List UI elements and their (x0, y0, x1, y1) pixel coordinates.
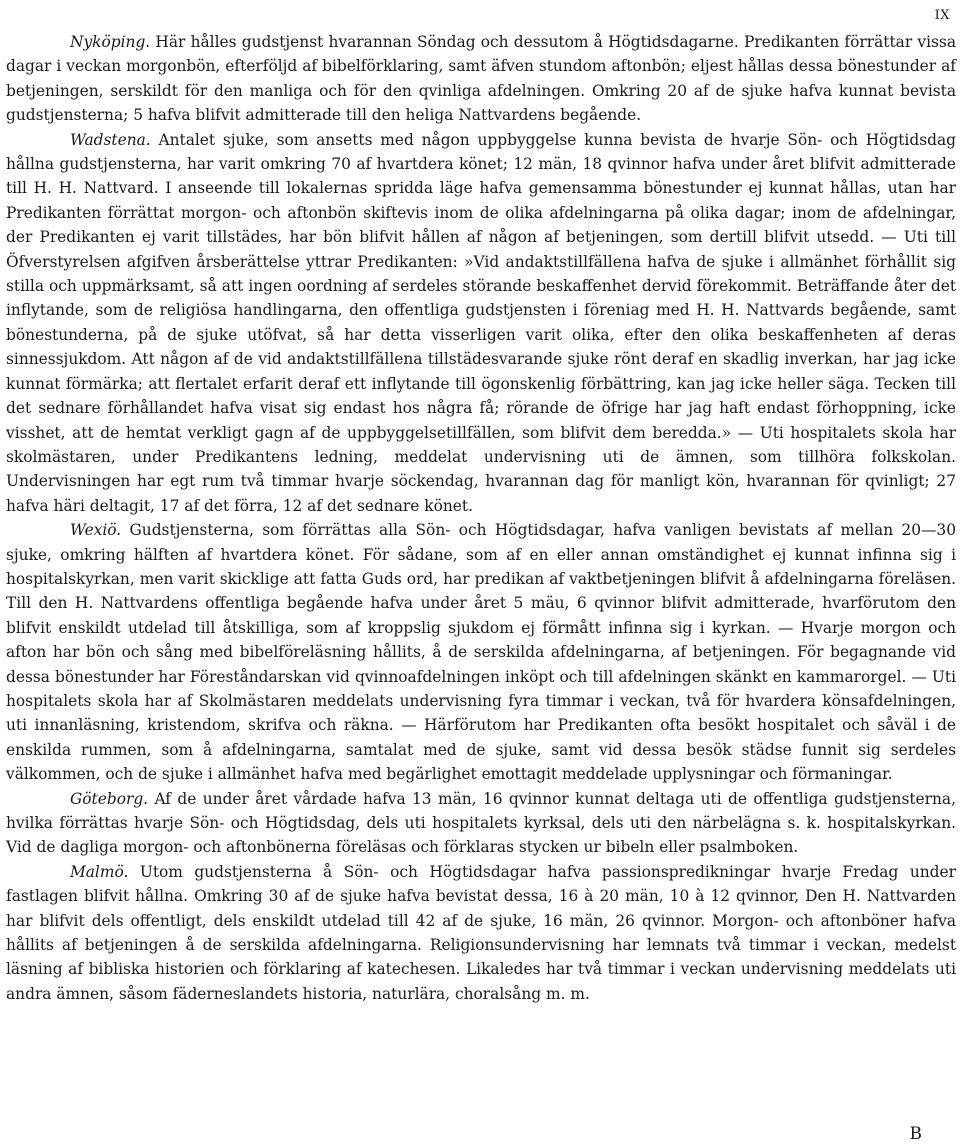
place-name: Malmö. (70, 862, 129, 881)
paragraph-goteborg (6, 787, 956, 860)
paragraph-text: Af de under året vårdade hafva 13 män, 16 qvinnor kunnat deltaga uti de offentliga gudstjensterna, hvilka förrättas hvarje Sön- och Högtidsdag, dels uti hospitalets kyrksal, dels uti den närbelägna s. k. hospitalskyrkan. Vid de dagliga morgon- och aftonbönerna föreläsas och förklaras stycken ur bibeln eller psalmboken. (6, 789, 956, 857)
page-number: IX (934, 8, 950, 23)
place-name: Wexiö. (70, 521, 122, 540)
signature-mark: B (909, 1124, 922, 1144)
paragraph-malmo (6, 860, 956, 1006)
paragraph-wexio (6, 518, 956, 786)
paragraph-text: Gudstjensterna, som förrättas alla Sön- och Högtidsdagar, hafva vanligen bevistats af mellan 20—30 sjuke, omkring hälften af hvartdera könet. För sådane, som af en eller annan omständighet ej kunnat infinna sig i hospitalskyrkan, men varit skicklige att fatta Guds ord, har predikan af vaktbetjeningen blifvit å afdelningarna föreläsen. Till den H. Nattvardens offentliga begående hafva under året 5 mäu, 6 qvinnor blifvit admitterade, hvarförutom den blifvit enskildt utdelad till åtskilliga, som af kroppslig sjukdom ej förmått infinna sig i kyrkan. — Hvarje morgon och afton har bön och sång med bibelföreläsning hållits, å de serskilda afdelningarna, af betjeningen. För begagnande vid dessa bönestunder har Föreståndarskan vid qvinnoafdelningen inköpt och till afdelningen skänkt en kammarorgel. — Uti hospitalets skola har af Skolmästaren meddelats undervisning fyra timmar i veckan, två för hvardera könsafdelningen, uti innanläsning, kristendom, skrifva och räkna. — Härförutom har Predikanten ofta besökt hospitalet och såväl i de enskilda rummen, som å afdelningarna, samtalat med de sjuke, samt vid dessa besök städse funnit sig serdeles välkommen, och de sjuke i allmänhet hafva med begärlighet emottagit meddelade upplysningar och förmaningar. (6, 521, 956, 784)
paragraph-text: Utom gudstjensterna å Sön- och Högtidsdagar hafva passionspredikningar hvarje Fredag under fastlagen blifvit hållna. Omkring 30 af de sjuke hafva bevistat dessa, 16 à 20 män, 10 à 12 qvinnor, Den H. Nattvarden har blifvit dels offentligt, dels enskildt utdelad till 42 af de sjuke, 16 män, 26 qvinnor. Morgon- och aftonböner hafva hållits af betjeningen å de serskilda afdelningarna. Religionsundervisning har lemnats två timmar i veckan, medelst läsning af bibliska historien och förklaring af katechesen. Likaledes har två timmar i veckan undervisning meddelats uti andra ämnen, såsom fäderneslandets historia, naturlära, choralsång m. m. (6, 862, 956, 1003)
place-name: Nyköping. (70, 33, 151, 51)
paragraph-text: Här hålles gudstjenst hvarannan Söndag och dessutom å Högtidsdagarne. Predikanten förrättar vissa dagar i veckan morgonbön, efterföljd af bibelförklaring, samt äfven stundom aftonbön; eljest hållas dessa bönestunder af betjeningen, serskildt för den manliga och för den qvinliga afdelningen. Omkring 20 af de sjuke hafva kunnat bevista gudstjensterna; 5 hafva blifvit admitterade till den heliga Nattvardens begående. (6, 33, 956, 125)
place-name: Wadstena. (70, 130, 151, 149)
paragraph-nykoping (6, 30, 956, 128)
place-name: Göteborg. (70, 789, 149, 808)
paragraph-wadstena (6, 128, 956, 519)
paragraph-text: Antalet sjuke, som ansetts med någon uppbyggelse kunna bevista de hvarje Sön- och Högtidsdag hållna gudstjensterna, har varit omkring 70 af hvartdera könet; 12 män, 18 qvinnor hafva under året blifvit admitterade till H. H. Nattvard. I anseende till lokalernas spridda läge hafva gemensamma bönestunder ej kunnat hållas, utan har Predikanten förrättat morgon- och aftonbön skiftevis inom de olika afdelningarna på olika dagar; inom de afdelningar, der Predikanten ej varit tillstädes, har bön blifvit hållen af någon af betjeningen, som dertill blifvit utsedd. — Uti till Öfverstyrelsen afgifven årsberättelse yttrar Predikanten: »Vid andaktstillfällena hafva de sjuke i allmänhet förhållit sig stilla och uppmärksamt, så att ingen oordning af serdeles störande beskaffenhet dervid förekommit. Beträffande åter det inflytande, som de religiösa handlingarna, den offentliga gudstjensten i föreniag med H. H. Nattvards begående, samt bönestunderna, på de sjuke utöfvat, så har detta visserligen varit olika, efter den olika beskaffenheten af deras sinnessjukdom. Att någon af de vid andaktstillfällena tillstädesvarande sjuke rönt deraf en skadlig inverkan, har jag icke kunnat förmärka; att flertalet erfarit deraf ett inflytande till ögonskenlig förbättring, kan jag icke heller säga. Tecken till det sednare förhållandet hafva visat sig endast hos några få; rörande de öfrige har jag haft endast förhoppning, icke visshet, att de hemtat verkligt gagn af de uppbyggelsetillfällen, som blifvit dem beredda.» — Uti hospitalets skola har skolmästaren, under Predikantens ledning, meddelat undervisning uti de ämnen, som tillhöra folkskolan. Undervisningen har egt rum två timmar hvarje söckendag, hvarannan dag för manligt kön, hvarannan för qvinligt; 27 hafva häri deltagit, 17 af det förra, 12 af det sednare könet. (6, 130, 956, 515)
document-body (6, 30, 956, 1006)
